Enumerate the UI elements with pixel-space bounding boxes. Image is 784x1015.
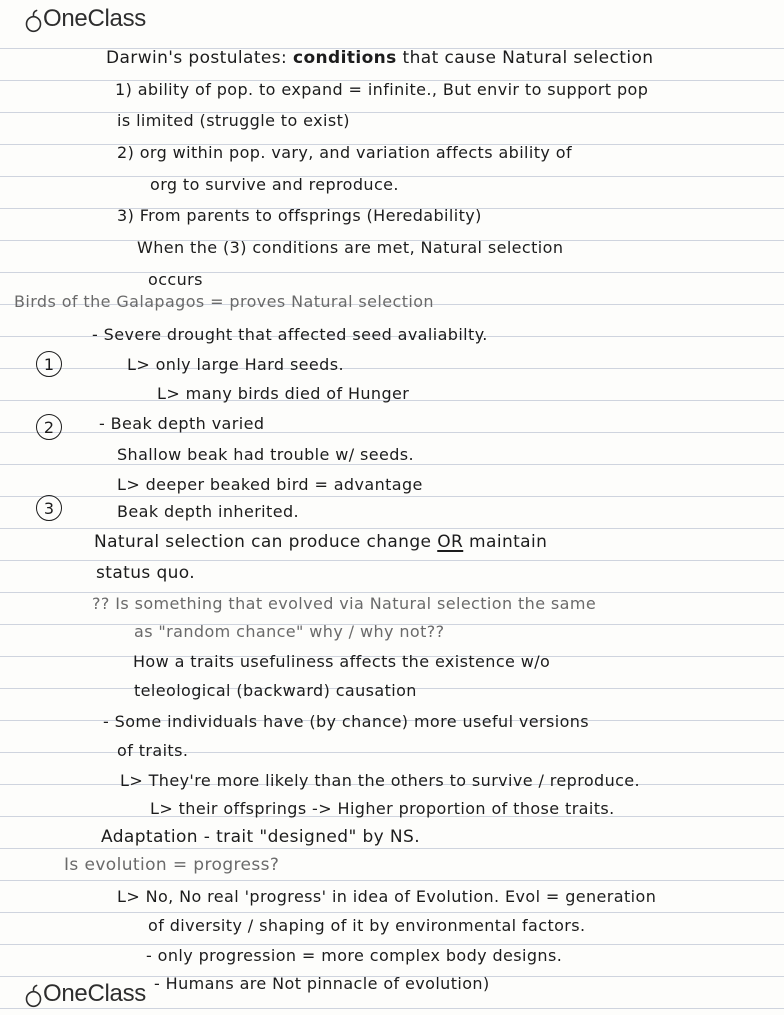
question-line: as "random chance" why / why not?? — [134, 622, 445, 641]
note-line: is limited (struggle to exist) — [117, 111, 350, 130]
note-line: 2) org within pop. vary, and variation affects ability of — [117, 143, 572, 162]
note-line: Beak depth inherited. — [117, 502, 299, 521]
note-line: 1) ability of pop. to expand = infinite., But envir to support pop — [115, 80, 649, 99]
note-line: L> They're more likely than the others to survive / reproduce. — [120, 771, 641, 790]
note-line: L> No, No real 'progress' in idea of Evolution. Evol = generation — [117, 887, 657, 906]
note-line: Shallow beak had trouble w/ seeds. — [117, 445, 415, 464]
note-line: 3) From parents to offsprings (Heredability) — [117, 206, 482, 225]
watermark-bottom — [25, 980, 146, 1008]
note-line: occurs — [148, 270, 203, 289]
note-line: Natural selection can produce change OR maintain — [94, 532, 548, 552]
note-line: status quo. — [96, 563, 196, 583]
circled-number-1: 1 — [36, 351, 62, 377]
note-line: teleological (backward) causation — [134, 681, 417, 700]
note-line: - only progression = more complex body designs. — [146, 946, 563, 965]
note-line: - Humans are Not pinnacle of evolution) — [154, 974, 490, 993]
watermark-top — [25, 5, 146, 33]
watermark-text: OneClass — [43, 5, 146, 32]
note-line: - Severe drought that affected seed avaliabilty. — [92, 325, 488, 344]
note-line: of traits. — [117, 741, 189, 760]
note-line: Adaptation - trait "designed" by NS. — [101, 827, 421, 847]
note-line: - Beak depth varied — [99, 414, 265, 433]
apple-logo-icon — [25, 984, 42, 1008]
circled-number-2: 2 — [36, 414, 62, 440]
apple-logo-icon — [25, 9, 42, 33]
circled-number-3: 3 — [36, 495, 62, 521]
note-line: L> their offsprings -> Higher proportion of those traits. — [150, 799, 615, 818]
watermark-text: OneClass — [43, 980, 146, 1007]
note-line: org to survive and reproduce. — [150, 175, 399, 194]
note-line: When the (3) conditions are met, Natural selection — [137, 238, 564, 257]
note-line: - Some individuals have (by chance) more useful versions — [103, 712, 590, 731]
note-line: L> deeper beaked bird = advantage — [117, 475, 423, 494]
section-heading-evolution-progress: Is evolution = progress? — [64, 855, 280, 875]
note-line: L> many birds died of Hunger — [157, 384, 410, 403]
note-line: of diversity / shaping of it by environmental factors. — [148, 916, 586, 935]
heading-darwin-postulates: Darwin's postulates: conditions that cause Natural selection — [106, 48, 654, 68]
note-line: How a traits usefuliness affects the existence w/o — [133, 652, 551, 671]
note-line: L> only large Hard seeds. — [127, 355, 344, 374]
question-line: ?? Is something that evolved via Natural selection the same — [92, 594, 597, 613]
section-heading-galapagos: Birds of the Galapagos = proves Natural selection — [14, 292, 434, 311]
